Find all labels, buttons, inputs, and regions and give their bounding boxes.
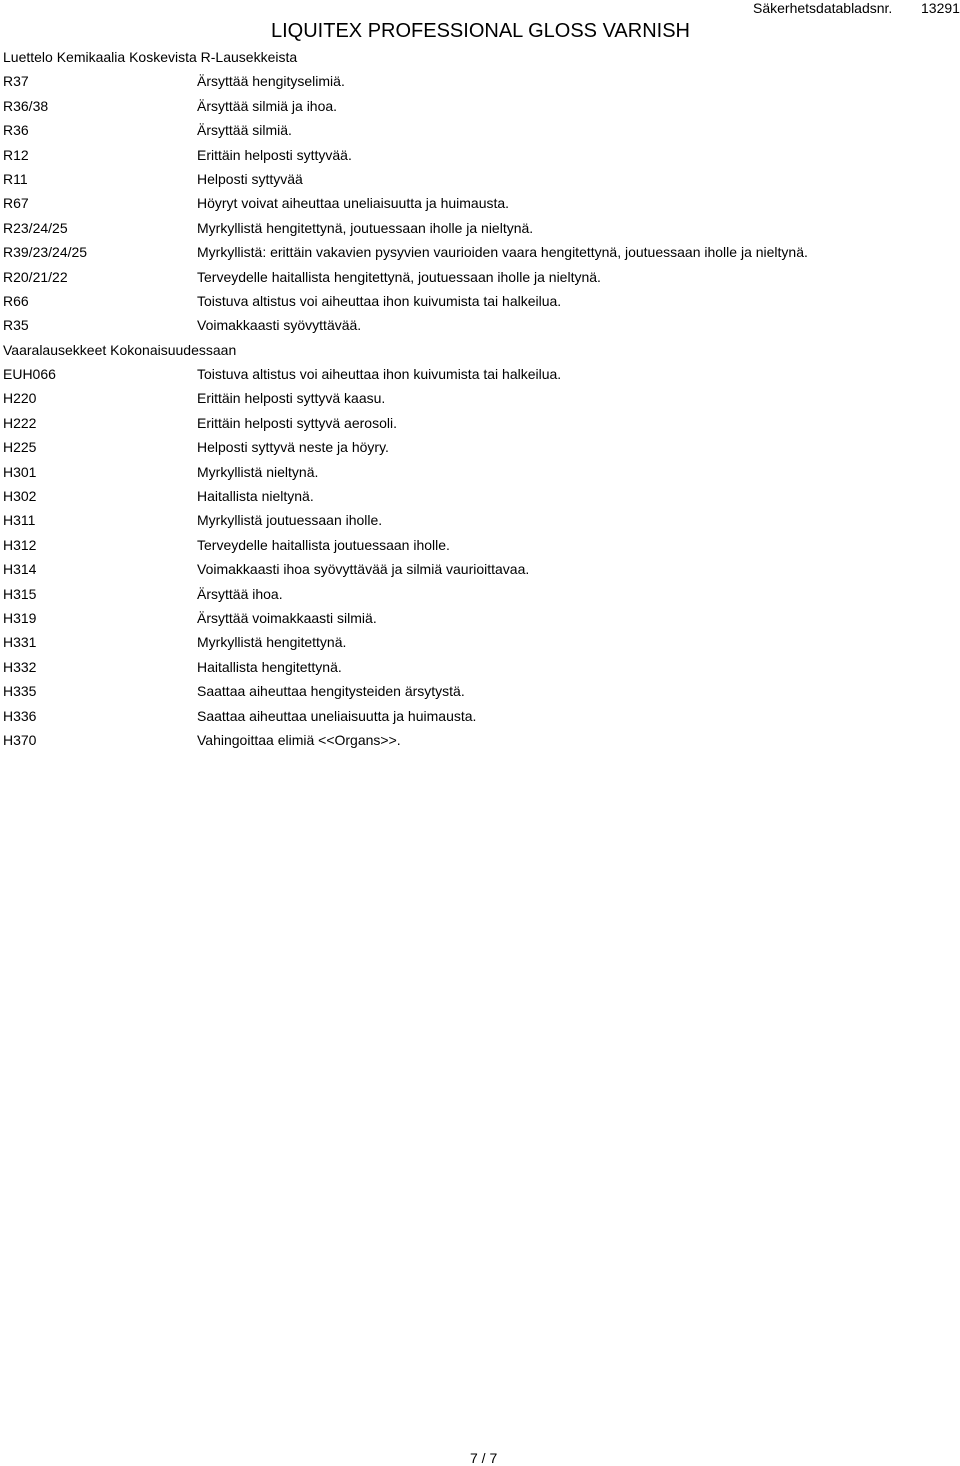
phrase-row <box>3 557 953 581</box>
phrase-row <box>3 386 953 410</box>
phrase-text: Voimakkaasti syövyttävää. <box>197 317 362 334</box>
phrase-code: H319 <box>3 609 37 626</box>
phrase-row <box>3 582 953 606</box>
phrase-text: Erittäin helposti syttyvä kaasu. <box>197 390 386 407</box>
sds-number-label: Säkerhetsdatabladsnr. <box>753 0 893 16</box>
phrase-code: R12 <box>3 146 29 163</box>
phrase-text: Ärsyttää ihoa. <box>197 585 283 602</box>
phrase-text: Helposti syttyvä neste ja höyry. <box>197 439 389 456</box>
phrase-text: Erittäin helposti syttyvä aerosoli. <box>197 414 397 431</box>
phrase-code: H335 <box>3 683 37 700</box>
phrase-text: Helposti syttyvää <box>197 170 303 187</box>
phrase-row <box>3 143 953 167</box>
phrase-row <box>3 533 953 557</box>
phrase-code: H225 <box>3 439 37 456</box>
phrase-code: R67 <box>3 195 29 212</box>
phrase-text: Myrkyllistä hengitettynä, joutuessaan iholle ja nieltynä. <box>197 219 534 236</box>
phrase-text: Höyryt voivat aiheuttaa uneliaisuutta ja huimausta. <box>197 195 510 212</box>
phrase-code: H336 <box>3 707 37 724</box>
phrase-text: Haitallista hengitettynä. <box>197 658 342 675</box>
phrase-row <box>3 630 953 654</box>
phrase-row <box>3 289 953 313</box>
phrase-code: H332 <box>3 658 37 675</box>
phrase-row <box>3 484 953 508</box>
phrase-row <box>3 240 953 264</box>
phrase-code: R39/23/24/25 <box>3 244 88 261</box>
phrase-code: R23/24/25 <box>3 219 68 236</box>
phrase-code: H331 <box>3 634 37 651</box>
phrase-text: Ärsyttää silmiä ja ihoa. <box>197 97 338 114</box>
phrase-row <box>3 606 953 630</box>
phrase-text: Myrkyllistä nieltynä. <box>197 463 319 480</box>
phrase-row <box>3 362 953 386</box>
sds-number-value: 13291 <box>921 0 960 16</box>
phrase-text: Terveydelle haitallista hengitettynä, joutuessaan iholle ja nieltynä. <box>197 268 601 285</box>
phrase-code: H302 <box>3 488 37 505</box>
phrase-code: H311 <box>3 512 36 529</box>
phrase-row <box>3 435 953 459</box>
phrase-row <box>3 216 953 240</box>
document-title: LIQUITEX PROFESSIONAL GLOSS VARNISH <box>271 20 690 42</box>
phrase-code: H222 <box>3 414 37 431</box>
phrase-row <box>3 728 953 752</box>
phrase-text: Ärsyttää voimakkaasti silmiä. <box>197 609 377 626</box>
h-statements-heading: Vaaralausekkeet Kokonaisuudessaan <box>3 341 237 358</box>
phrase-row <box>3 313 953 337</box>
phrase-code: R66 <box>3 292 29 309</box>
h-statements-list <box>3 362 953 752</box>
phrase-text: Ärsyttää silmiä. <box>197 122 292 139</box>
phrase-row <box>3 508 953 532</box>
phrase-text: Toistuva altistus voi aiheuttaa ihon kuivumista tai halkeilua. <box>197 292 562 309</box>
phrase-text: Toistuva altistus voi aiheuttaa ihon kuivumista tai halkeilua. <box>197 366 562 383</box>
phrase-row <box>3 655 953 679</box>
phrase-code: H370 <box>3 731 37 748</box>
phrase-row <box>3 679 953 703</box>
phrase-code: R36 <box>3 122 29 139</box>
phrase-row <box>3 191 953 215</box>
phrase-code: R35 <box>3 317 29 334</box>
phrase-code: R20/21/22 <box>3 268 68 285</box>
phrase-text: Vahingoittaa elimiä <<Organs>>. <box>197 731 401 748</box>
phrase-code: H220 <box>3 390 37 407</box>
r-phrases-heading: Luettelo Kemikaalia Koskevista R-Lausekkeista <box>3 49 298 65</box>
phrase-text: Voimakkaasti ihoa syövyttävää ja silmiä vaurioittavaa. <box>197 561 530 578</box>
phrase-text: Myrkyllistä joutuessaan iholle. <box>197 512 383 529</box>
phrase-text: Haitallista nieltynä. <box>197 488 314 505</box>
phrase-text: Myrkyllistä: erittäin vakavien pysyvien vaurioiden vaara hengitettynä, joutuessaan iholle ja nieltynä. <box>197 244 808 261</box>
phrase-code: R36/38 <box>3 97 49 114</box>
phrase-code: H315 <box>3 585 37 602</box>
page-number: 7 / 7 <box>470 1450 498 1466</box>
phrase-row <box>3 411 953 435</box>
phrase-text: Ärsyttää hengityselimiä. <box>197 73 345 90</box>
phrase-row <box>3 94 953 118</box>
phrase-row <box>3 460 953 484</box>
phrase-row <box>3 704 953 728</box>
phrase-text: Erittäin helposti syttyvää. <box>197 146 352 163</box>
phrase-text: Myrkyllistä hengitettynä. <box>197 634 347 651</box>
phrase-text: Saattaa aiheuttaa uneliaisuutta ja huimausta. <box>197 707 477 724</box>
document-body <box>3 45 953 752</box>
phrase-row <box>3 265 953 289</box>
phrase-code: H301 <box>3 463 37 480</box>
phrase-row <box>3 118 953 142</box>
r-phrases-list <box>3 69 953 337</box>
phrase-row <box>3 167 953 191</box>
phrase-code: H312 <box>3 536 37 553</box>
phrase-code: EUH066 <box>3 366 56 383</box>
phrase-code: H314 <box>3 561 37 578</box>
phrase-code: R37 <box>3 73 29 90</box>
phrase-text: Saattaa aiheuttaa hengitysteiden ärsytystä. <box>197 683 465 700</box>
phrase-row <box>3 69 953 93</box>
phrase-code: R11 <box>3 170 28 187</box>
phrase-text: Terveydelle haitallista joutuessaan iholle. <box>197 536 450 553</box>
